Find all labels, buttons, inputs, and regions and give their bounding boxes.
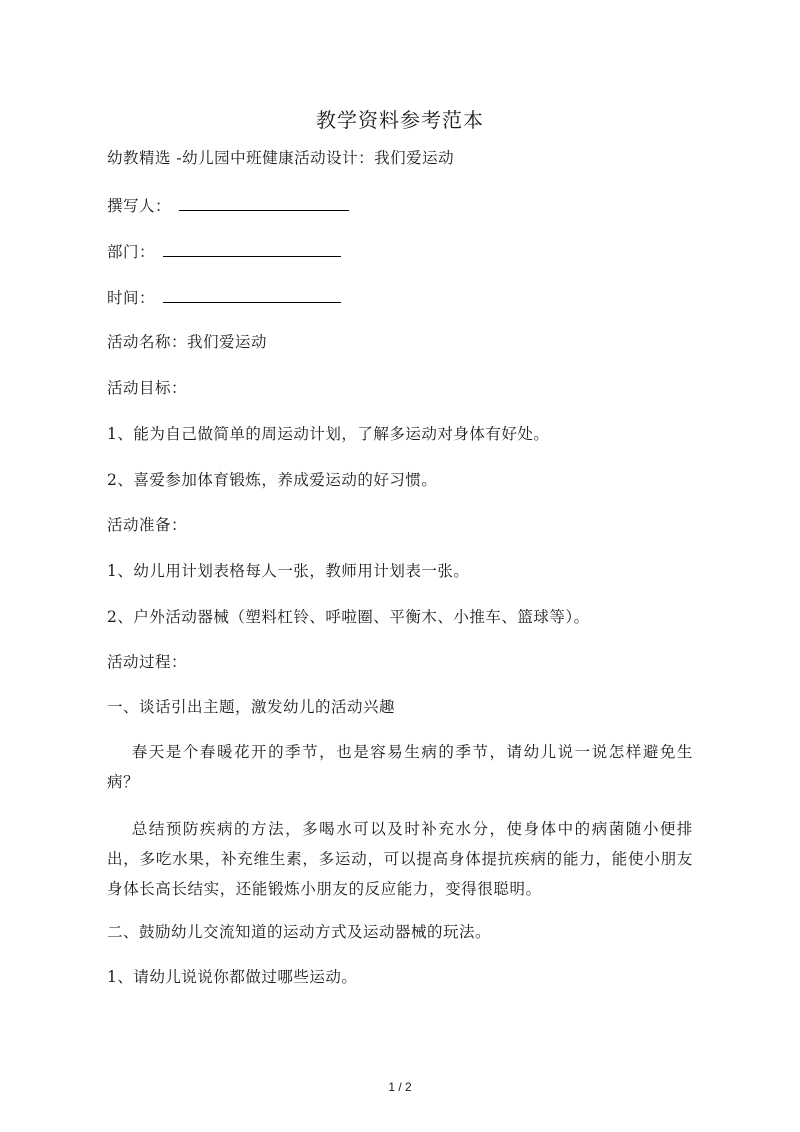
prep-heading: 活动准备： <box>107 516 188 534</box>
process-heading: 活动过程： <box>107 653 188 671</box>
section1-heading: 一、谈话引出主题，激发幼儿的活动兴趣 <box>107 698 396 716</box>
page-title: 教学资料参考范本 <box>316 108 484 132</box>
section2-item: 1、请幼儿说说你都做过哪些运动。 <box>107 968 358 986</box>
author-label: 撰写人： <box>107 197 172 215</box>
prep-item: 1、幼儿用计划表格每人一张，教师用计划表一张。 <box>107 562 470 580</box>
goal-item: 1、能为自己做简单的周运动计划，了解多运动对身体有好处。 <box>107 425 550 443</box>
department-label: 部门： <box>107 243 156 261</box>
time-label: 时间： <box>107 289 156 307</box>
prep-item: 2、户外活动器械（塑料杠铃、呼啦圈、平衡木、小推车、篮球等）。 <box>107 608 590 626</box>
author-blank <box>179 196 349 211</box>
page-number: 1 / 2 <box>388 1080 412 1094</box>
time-blank <box>163 288 341 303</box>
goal-item: 2、喜爱参加体育锻炼，养成爱运动的好习惯。 <box>107 471 438 489</box>
section2-heading: 二、鼓励幼儿交流知道的运动方式及运动器械的玩法。 <box>107 923 492 941</box>
time-field <box>107 288 341 308</box>
goals-heading: 活动目标： <box>107 379 188 397</box>
activity-name: 活动名称：我们爱运动 <box>107 333 268 351</box>
author-field <box>107 196 349 216</box>
subtitle: 幼教精选 -幼儿园中班健康活动设计：我们爱运动 <box>107 149 455 167</box>
department-blank <box>163 242 341 257</box>
paragraph-summary: 总结预防疾病的方法，多喝水可以及时补充水分，使身体中的病菌随小便排出，多吃水果，补充维生素，多运动，可以提高身体提抗疾病的能力，能使小朋友身体长高长结实，还能锻炼小朋友的反应能力，变得很聪明。 <box>107 820 693 898</box>
paragraph-spring: 春天是个春暖花开的季节，也是容易生病的季节，请幼儿说一说怎样避免生病？ <box>107 743 693 791</box>
department-field <box>107 242 341 262</box>
